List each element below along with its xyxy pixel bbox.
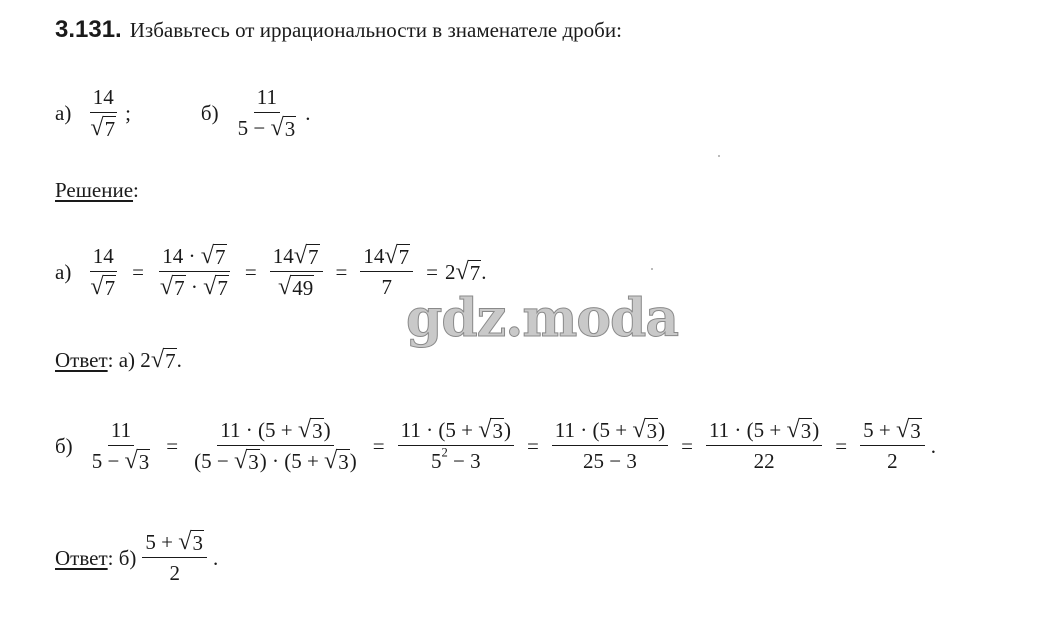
sqrt: √ 3 <box>324 447 349 474</box>
item-b-fraction: 11 5 − √ 3 <box>237 85 296 141</box>
fraction: 11 · (5 + √ 3 ) (5 − √ 3 ) · (5 + √ 3 ) <box>194 416 357 474</box>
fraction: 11 · (5 + √ 3 ) 22 <box>706 418 822 474</box>
problem-number: 3.131. <box>55 16 122 43</box>
scan-speck <box>651 268 653 270</box>
sqrt: √ 7 <box>90 273 116 300</box>
answer-a: Ответ : а) 2 √ 7 . <box>55 346 182 374</box>
problem-statement: Избавьтесь от иррациональности в знаменателе дроби: <box>129 17 622 42</box>
sqrt: √ 3 <box>124 447 150 474</box>
fraction: 14 √ 7 √ 49 <box>270 244 323 300</box>
fraction: 11 · (5 + √ 3 ) 25 − 3 <box>552 418 668 474</box>
answer-b: Ответ : б) 5 + √ 3 2 . <box>55 528 219 585</box>
watermark: gdz.moda <box>406 288 679 349</box>
sqrt: √ 7 <box>455 257 481 285</box>
solution-heading: Решение : <box>55 178 139 202</box>
sqrt: √ 3 <box>786 416 812 443</box>
solution-b: б) 11 5 − √ 3 = 11 · (5 + √ 3 ) (5 − √ 3 ) · (5 + √ 3 ) = 11 · (5 + √ 3 ) $5^2 - 3$ = 11 · (5 + √ 3 ) 25 − 3 = 11 · (5 + √ 3 ) 22 = 5 + √ 3 2 . <box>55 416 936 474</box>
sqrt: √ 3 <box>233 447 259 474</box>
fraction: 14 √ 7 7 <box>360 244 413 300</box>
sqrt: √ 7 <box>203 273 228 300</box>
sqrt: √ 3 <box>178 528 204 555</box>
scan-speck <box>718 155 720 157</box>
sqrt: √ 7 <box>293 242 319 269</box>
fraction: 5 + √ 3 2 <box>860 418 925 474</box>
problem-header <box>55 16 622 44</box>
sqrt: √ 3 <box>270 114 296 141</box>
sqrt: √ 3 <box>297 416 323 443</box>
item-b-label: б) <box>200 100 219 125</box>
fraction: 14 √ 7 <box>90 244 116 300</box>
problem-expressions: а) 14 √ 7 ; б) 11 5 − √ 3 . <box>55 85 311 141</box>
fraction: 5 + √ 3 2 <box>142 530 207 586</box>
sqrt: √ 7 <box>159 273 185 300</box>
sqrt: √ 3 <box>632 416 658 443</box>
sqrt: √ 3 <box>478 416 503 443</box>
fraction: 11 5 − √ 3 <box>91 418 150 474</box>
sqrt: √ 7 <box>150 346 176 374</box>
item-a-label: а) <box>55 100 72 125</box>
fraction: 11 · (5 + √ 3 ) $5^2 - 3$ <box>398 418 514 474</box>
item-a-fraction: 14 √ 7 <box>90 85 116 141</box>
fraction: 14 · √ 7 √ 7 · √ 7 <box>159 242 228 300</box>
sqrt: √ 49 <box>278 273 314 300</box>
sqrt: √ 7 <box>384 242 410 269</box>
sqrt: √ 3 <box>895 416 921 443</box>
sqrt: √ 7 <box>200 242 226 269</box>
solution-a: а) 14 √ 7 = 14 · √ 7 √ 7 · √ 7 = 14 √ 7 √ 49 = 14 √ 7 7 = 2 √ 7 . <box>55 242 487 300</box>
sqrt: √ 7 <box>90 114 116 141</box>
